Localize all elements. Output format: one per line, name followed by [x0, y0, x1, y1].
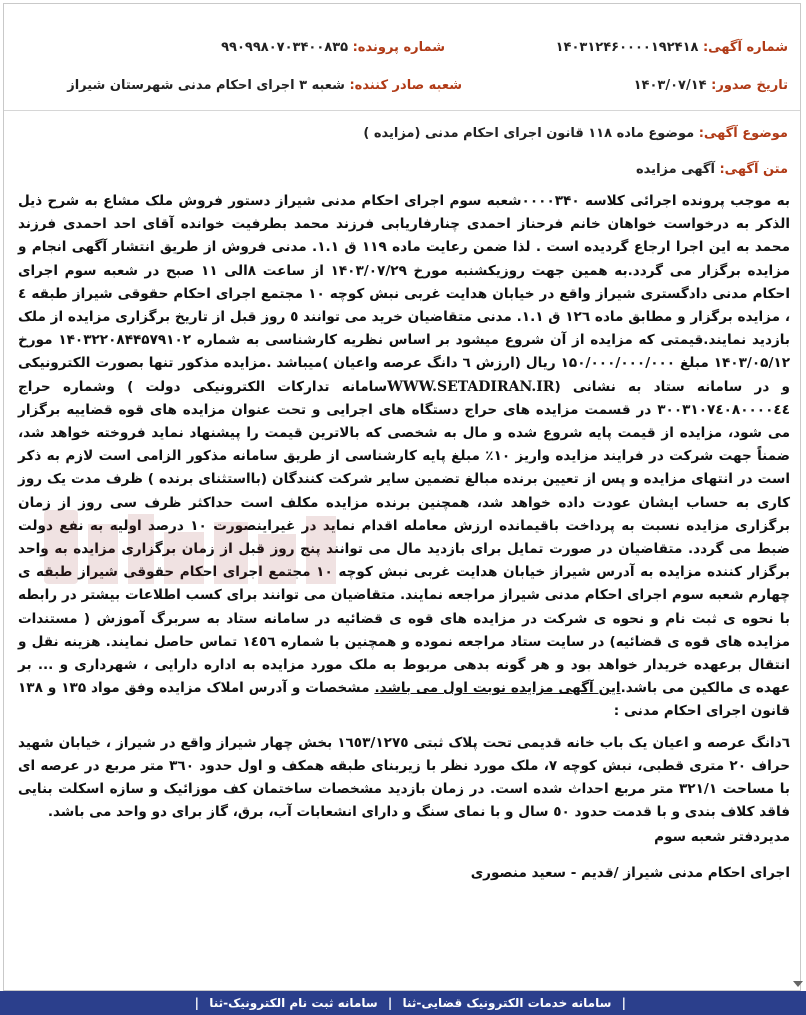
issuer: شعبه ۳ اجرای احکام مدنی شهرستان شیراز [67, 78, 345, 93]
divider [4, 110, 800, 111]
case-number: ۹۹۰۹۹۸۰۷۰۳۴۰۰۸۳۵ [221, 40, 349, 55]
signature-officer: اجرای احکام مدنی شیراز /قدیم - سعید منصوری [470, 864, 790, 881]
footer-links [195, 991, 626, 1015]
body-text-b: سامانه تدارکات الکترونیکی دولت ) وشماره حراج ۳۰۰۳۱۰۷٤۰۸۰۰۰۰٤٤ در قسمت مزایده های حراج دستگاه های اجرایی و تحت عنوان مزایده های قوه قضاییه برگزار می شود، مزایده از قیمت پایه شروع شده و مال به شخصی که بالاترین قیمت را پیشنهاد نماید فروخته خواهد شد، ضمناً جهت شرکت در فرایند مزایده واریز ۱۰٪ مبلغ پایه کارشناسی از طریق سامانه مذکور الزامی است لازم به ذکر است در انتهای مزایده و پس از تعیین برنده مبالغ تضمین سایر شرکت کنندگان (بااستثنای برنده ) ظرف مدت یک روز کاری به حساب ایشان عودت داده خواهد شد، همچنین برنده مزایده مکلف است حداکثر ظرف سی روز از زمان برگزاری مزایده نسبت به پرداخت باقیمانده ارزش معامله اقدام نماید در غیراینصورت ۱۰ درصد اولیه به نفع دولت ضبط می گردد. متقاضیان در صورت تمایل برای بازدید مال می توانند پنج روز قبل از زمان برگزاری مزایده به واحد برگزار کننده مزایده به آدرس شیراز خیابان هدایت غربی نبش کوچه ۱۰ مجتمع اجرای احکام حقوقی شیراز طبقه ی چهارم شعبه سوم اجرای احکام مدنی شیراز مراجعه نمایند. متقاضیان می توانند برای کسب اطلاعات بیشتر در رابطه با نحوه ی ثبت نام و نحوه ی شرکت در مزایده های قوه ی قضائیه در سامانه ستاد به سربرگ آموزش ( مستندات مزایده های قوه ی قضائیه) در سایت ستاد مراجعه نموده و همچنین با شماره ۱٤٥٦ تماس حاصل نمایند. هزینه نقل و انتقال برعهده خریدار خواهد بود و هر گونه بدهی مربوط به ملک مورد مزایده به اداره دارایی ، شهرداری و ... بر عهده ی مالکین می باشد. [18, 378, 791, 697]
notice-number-row [556, 40, 788, 55]
footer-separator: | [621, 996, 626, 1010]
notice-text-value: آگهی مزایده [636, 162, 715, 177]
subject-label: موضوع آگهی: [698, 126, 788, 141]
body-text-a: به موجب پرونده اجرائی کلاسه ۰۰۰۰۳۴۰شعبه سوم اجرای احکام مدنی شیراز دستور فروش ملک مشاع به شرح ذیل الذکر به درخواست خواهان خانم فرحناز احمدی چنارفاریابی فرزند محمد بطرفیت خوانده آقای احد احمدی فرزند محمد به این اجرا ارجاع گردیده است . لذا ضمن رعایت ماده ۱۱۹ ق ۱.۱. مدنی فروش از طریق انتشار آگهی انجام و مزایده برگزار می گردد.به همین جهت روزیکشنبه مورخ ۱۴۰۳/۰۷/۲۹ از ساعت ۸الی ۱۱ صبح در شعبه سوم اجرای احکام مدنی دادگستری شیراز واقع در خیابان هدایت غربی نبش کوچه ۱۰ مجتمع اجرای احکام حقوقی شیراز طبقه ٤ ، مزایده برگزار و مطابق ماده ۱۲٦ ق ۱.۱. مدنی متقاضیان خرید می توانند ٥ روز قبل از تاریخ برگزاری مزایده از ملک بازدید نمایند.قیمتی که مزایده از آن شروع میشود بر اساس نظریه کارشناسی به شماره ۱۴۰۳۲۲۰۸۴۴۵۷۹۱۰۲ مورخ ۱۴۰۳/۰۵/۱۲ مبلغ ۱۵۰/۰۰۰/۰۰۰/۰۰۰ ریال (ارزش ٦ دانگ عرصه واعیان )میباشد .مزایده مذکور تنها بصورت الکترونیکی و در سامانه ستاد به نشانی ( [18, 193, 791, 395]
footer-separator: | [194, 996, 200, 1010]
notice-frame [3, 3, 801, 991]
scroll-down-arrow-icon[interactable] [792, 979, 804, 989]
notice-body [18, 190, 790, 885]
notice-number-label: شماره آگهی: [702, 40, 788, 55]
case-number-row [221, 40, 445, 55]
footer-link-sana-registration[interactable]: سامانه ثبت نام الکترونیک-ثنا [209, 996, 378, 1010]
signature-office: مدیردفتر شعبه سوم [654, 829, 790, 846]
body-paragraph-1 [18, 190, 790, 724]
first-round-note: این آگهی مزایده نوبت اول می باشد. [374, 680, 621, 697]
body-text-c: مشخصات و آدرس املاک مزایده وفق مواد ۱۳۵ و ۱۳۸ قانون اجرای احکام مدنی : [18, 680, 790, 720]
website-link[interactable]: WWW.SETADIRAN.IR [387, 378, 555, 395]
issue-date-row [634, 78, 788, 93]
notice-number: ۱۴۰۳۱۲۴۶۰۰۰۰۱۹۲۴۱۸ [555, 40, 699, 55]
issuer-row [67, 78, 462, 93]
case-number-label: شماره پرونده: [352, 40, 445, 55]
footer-separator: | [387, 996, 393, 1010]
footer-bar [0, 991, 806, 1015]
issue-date-label: تاریخ صدور: [711, 78, 788, 93]
body-paragraph-2: ٦دانگ عرصه و اعیان یک باب خانه قدیمی تحت پلاک ثبتی ۱٦٥۳/۱۲۷٥ بخش چهار شیراز واقع در شیراز ، خیابان شهید حراف ۲۰ متری قطبی، نبش کوچه ۷، ملک مورد نظر با زیربنای طبقه همکف و اول حدود ۳٦۰ متر مربع در عرصه ای با مساحت ۳۲۱/۱ متر مربع احداث شده است. در زمان بازدید مشخصات ساختمان کف موزائیک و سازه اسکلت بنایی فاقد کلاف بندی و با قدمت حدود ٥۰ سال و با نمای سنگ و دارای انشعابات آب، برق، گاز برای دو واحد می باشد. [18, 734, 791, 821]
issue-date: ۱۴۰۳/۰۷/۱۴ [633, 78, 707, 93]
subject-value: موضوع ماده ۱۱۸ قانون اجرای احکام مدنی (مزایده ) [363, 126, 695, 141]
subject-row [363, 126, 788, 141]
notice-text-row [636, 162, 788, 177]
notice-text-label: متن آگهی: [719, 162, 788, 177]
issuer-label: شعبه صادر کننده: [349, 78, 462, 93]
footer-link-sana-services[interactable]: سامانه خدمات الکترونیک قضایی-ثنا [402, 996, 612, 1010]
